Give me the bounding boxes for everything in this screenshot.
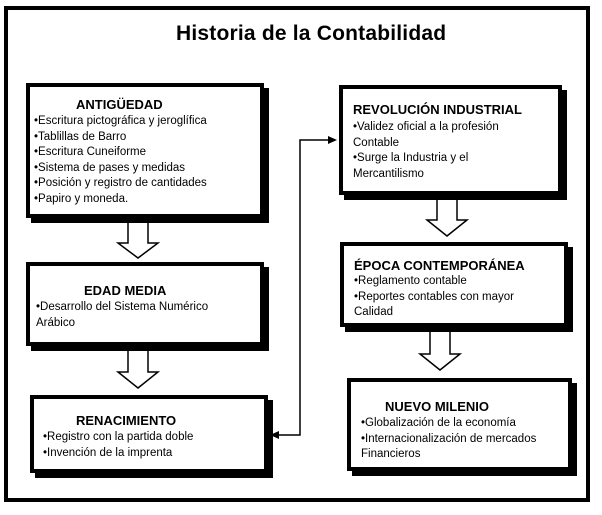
box-epoca-contemporanea xyxy=(340,242,568,327)
arrowhead-right xyxy=(328,136,337,144)
list-item: Arábico xyxy=(36,316,75,329)
list-item: •Internacionalización de mercados xyxy=(361,432,537,445)
box-edad-media-title: EDAD MEDIA xyxy=(84,283,167,298)
list-item: •Desarrollo del Sistema Numérico xyxy=(36,301,209,313)
list-item: Financieros xyxy=(361,448,421,460)
arrow-revolucion-to-contemporanea xyxy=(427,198,467,236)
list-item: •Sistema de pases y medidas xyxy=(34,161,186,174)
box-revolucion-title: REVOLUCIÓN INDUSTRIAL xyxy=(353,102,522,117)
arrow-contemporanea-to-milenio xyxy=(420,330,460,370)
list-item: •Reglamento contable xyxy=(354,275,467,287)
list-item: •Papiro y moneda. xyxy=(34,192,129,205)
connector-renacimiento-to-revolucion xyxy=(276,140,330,435)
box-contemporanea-items xyxy=(354,274,514,321)
box-renacimiento xyxy=(30,395,268,473)
box-nuevo-milenio xyxy=(347,378,572,471)
list-item: •Registro con la partida doble xyxy=(43,431,194,443)
list-item: Contable xyxy=(353,136,400,149)
list-item: •Globalización de la economía xyxy=(361,417,516,429)
list-item: Calidad xyxy=(354,306,393,318)
list-item: •Validez oficial a la profesión xyxy=(353,121,499,133)
box-renacimiento-title: RENACIMIENTO xyxy=(76,413,177,428)
list-item: •Posición y registro de cantidades xyxy=(34,177,207,189)
diagram-title: Historia de la Contabilidad xyxy=(176,22,447,45)
box-renacimiento-items xyxy=(43,430,193,461)
list-item: •Invención de la imprenta xyxy=(43,446,173,459)
list-item: •Tablillas de Barro xyxy=(34,130,127,143)
box-antiguedad xyxy=(26,83,264,218)
box-edad-media xyxy=(26,262,264,346)
box-milenio-items xyxy=(361,416,536,463)
arrow-edad-media-to-renacimiento xyxy=(118,347,158,388)
arrow-antiguedad-to-edad-media xyxy=(118,220,158,258)
list-item: •Escritura pictográfica y jeroglífica xyxy=(34,115,207,127)
arrowhead-left xyxy=(270,431,279,439)
box-contemporanea-title: ÉPOCA CONTEMPORÁNEA xyxy=(354,258,525,273)
box-antiguedad-items xyxy=(34,114,207,207)
box-milenio-title: NUEVO MILENIO xyxy=(385,399,490,414)
box-revolucion-items xyxy=(353,120,499,182)
box-edad-media-items xyxy=(36,300,208,331)
list-item: •Surge la Industria y el xyxy=(353,152,469,164)
list-item: •Escritura Cuneiforme xyxy=(34,146,147,158)
list-item: Mercantilismo xyxy=(353,167,424,180)
box-revolucion-industrial xyxy=(339,85,562,195)
list-item: •Reportes contables con mayor xyxy=(354,290,514,303)
box-antiguedad-title: ANTIGÜEDAD xyxy=(76,97,163,112)
